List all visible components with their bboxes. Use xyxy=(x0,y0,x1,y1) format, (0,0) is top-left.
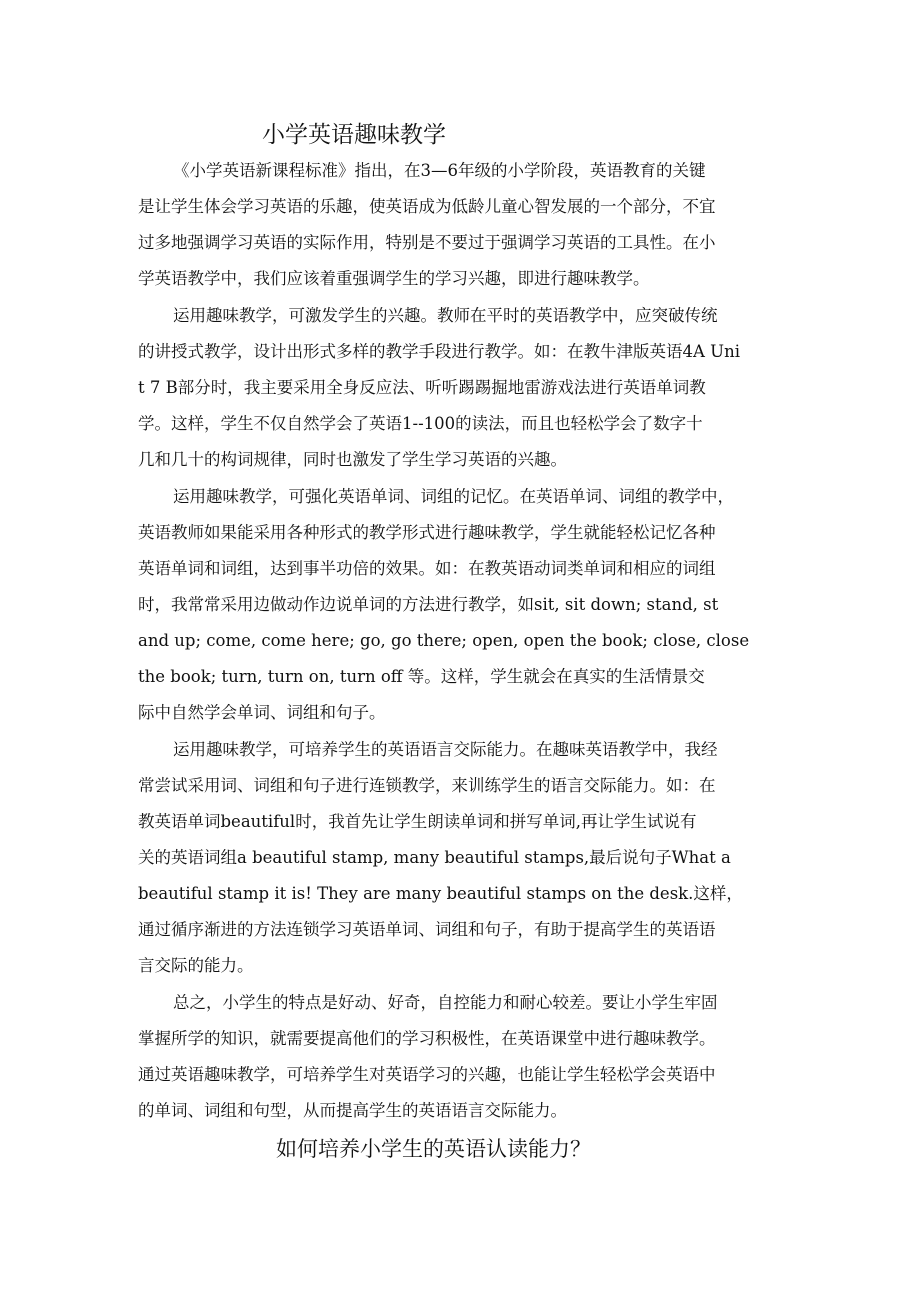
page-title: 小学英语趣味教学 xyxy=(262,122,446,148)
paragraph-line: 教英语单词beautiful时，我首先让学生朗读单词和拼写单词,再让学生试说有 xyxy=(138,812,697,831)
paragraph-line: 运用趣味教学，可强化英语单词、词组的记忆。在英语单词、词组的教学中， xyxy=(173,487,734,506)
paragraph-line: 学英语教学中，我们应该着重强调学生的学习兴趣，即进行趣味教学。 xyxy=(138,269,650,288)
paragraph-line: 的单词、词组和句型，从而提高学生的英语语言交际能力。 xyxy=(138,1101,567,1120)
paragraph-line: 的讲授式教学，设计出形式多样的教学手段进行教学。如：在教牛津版英语4A Uni xyxy=(138,342,740,361)
paragraph-line: 通过循序渐进的方法连锁学习英语单词、词组和句子，有助于提高学生的英语语 xyxy=(138,920,716,939)
paragraph-line: 言交际的能力。 xyxy=(138,956,254,975)
paragraph-line: 英语单词和词组，达到事半功倍的效果。如：在教英语动词类单词和相应的词组 xyxy=(138,559,716,578)
paragraph-line: beautiful stamp it is! They are many beautiful stamps on the desk.这样， xyxy=(138,884,743,903)
paragraph-line: 运用趣味教学，可培养学生的英语语言交际能力。在趣味英语教学中，我经 xyxy=(173,740,718,759)
paragraph-line: 英语教师如果能采用各种形式的教学形式进行趣味教学，学生就能轻松记忆各种 xyxy=(138,523,716,542)
paragraph-line: 掌握所学的知识，就需要提高他们的学习积极性，在英语课堂中进行趣味教学。 xyxy=(138,1029,716,1048)
paragraph-line: 际中自然学会单词、词组和句子。 xyxy=(138,703,386,722)
paragraph-line: and up; come, come here; go, go there; open, open the book; close, close xyxy=(138,631,750,650)
paragraph-line: 总之，小学生的特点是好动、好奇，自控能力和耐心较差。要让小学生牢固 xyxy=(173,993,718,1012)
paragraph-line: 《小学英语新课程标准》指出，在3—6年级的小学阶段，英语教育的关键 xyxy=(173,161,706,180)
paragraph-line: 时，我常常采用边做动作边说单词的方法进行教学，如sit, sit down; stand, st xyxy=(138,595,719,614)
paragraph-line: 几和几十的构词规律，同时也激发了学生学习英语的兴趣。 xyxy=(138,450,567,469)
paragraph-line: 学。这样，学生不仅自然学会了英语1--100的读法，而且也轻松学会了数字十 xyxy=(138,414,703,433)
section-heading: 如何培养小学生的英语认读能力？ xyxy=(276,1137,591,1161)
paragraph-line: 过多地强调学习英语的实际作用，特别是不要过于强调学习英语的工具性。在小 xyxy=(138,233,716,252)
paragraph-line: 关的英语词组a beautiful stamp, many beautiful stamps,最后说句子What a xyxy=(138,848,731,867)
paragraph-line: t 7 B部分时，我主要采用全身反应法、听听踢踢掘地雷游戏法进行英语单词教 xyxy=(138,378,706,397)
paragraph-line: 是让学生体会学习英语的乐趣，使英语成为低龄儿童心智发展的一个部分，不宜 xyxy=(138,197,716,216)
paragraph-line: 通过英语趣味教学，可培养学生对英语学习的兴趣，也能让学生轻松学会英语中 xyxy=(138,1065,716,1084)
paragraph-line: 运用趣味教学，可激发学生的兴趣。教师在平时的英语教学中，应突破传统 xyxy=(173,306,718,325)
paragraph-line: the book; turn, turn on, turn off 等。这样，学生就会在真实的生活情景交 xyxy=(138,667,705,686)
paragraph-line: 常尝试采用词、词组和句子进行连锁教学，来训练学生的语言交际能力。如：在 xyxy=(138,776,716,795)
